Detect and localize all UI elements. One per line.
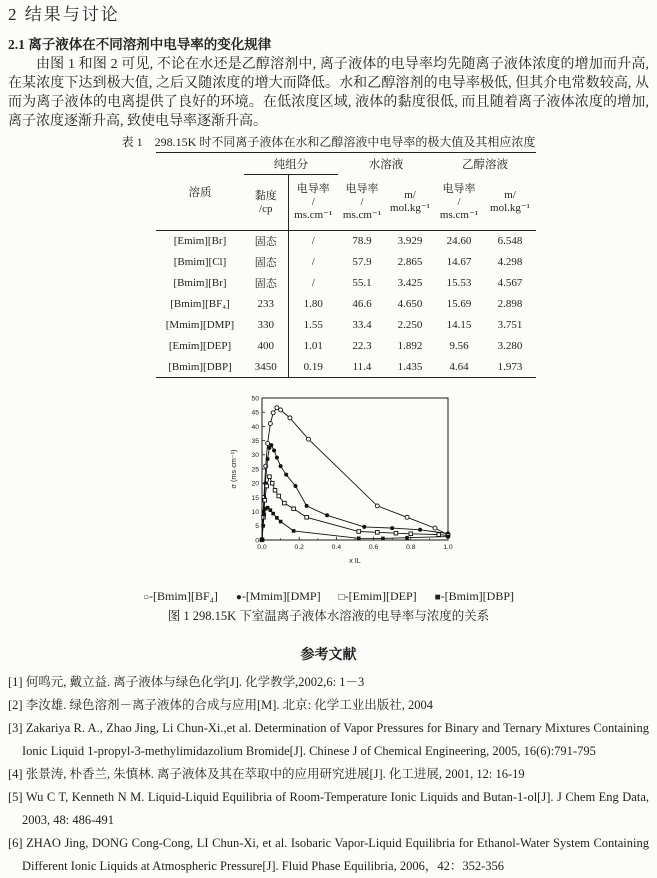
svg-text:σ (ms·cm⁻¹): σ (ms·cm⁻¹) xyxy=(229,449,238,489)
table-cell: 33.4 xyxy=(352,319,372,331)
table-cell: 24.60 xyxy=(446,235,472,248)
svg-text:45: 45 xyxy=(251,409,259,417)
svg-text:25: 25 xyxy=(251,466,259,474)
table-cell: [Mmim][DMP] xyxy=(165,319,235,331)
table-cell: 9.56 xyxy=(449,340,469,352)
table-cell: 78.9 xyxy=(352,235,372,248)
figure-1-chart xyxy=(226,390,461,579)
svg-text:0: 0 xyxy=(255,537,259,545)
table-cell: [Bmim][Br] xyxy=(173,277,227,289)
reference-item: [3] Zakariya R. A., Zhao Jing, Li Chun-Xi.,et al. Determination of Vapor Pressures for Binary and Ternary Mixtures Containing Ionic Liquid 1-propyl-3-methylimidazolium Bromide[J]. Chinese J of Chemical Engineering, 2005, 16(6):791-795 xyxy=(8,721,649,758)
table-cell: 4.650 xyxy=(397,298,423,310)
table-cell: 2.865 xyxy=(397,256,423,268)
svg-text:1.0: 1.0 xyxy=(443,544,453,551)
filled-square-marker-icon: ■ xyxy=(434,592,441,603)
table-cell: 14.15 xyxy=(446,319,472,331)
svg-text:x IL: x IL xyxy=(349,556,361,565)
table-cell: [Bmim][BF₄] xyxy=(170,298,230,310)
svg-text:0.8: 0.8 xyxy=(406,544,416,551)
table-row xyxy=(156,315,536,336)
table-cell: 固态 xyxy=(254,278,277,290)
table-cell: 3.929 xyxy=(397,235,423,248)
table-sub-header: 黏度 /cp xyxy=(244,175,288,231)
table-cell: 固态 xyxy=(254,236,277,249)
table-cell: [Emim][Br] xyxy=(173,235,227,248)
table-group-header: 水溶液 xyxy=(368,158,404,171)
table-sub-header: m/ mol.kg⁻¹ xyxy=(386,175,434,231)
references-list xyxy=(8,671,649,878)
open-square-marker-icon: □ xyxy=(338,592,345,603)
table-cell: [Bmim][DBP] xyxy=(156,357,244,378)
legend-item: ■-[Bmim][DBP] xyxy=(434,589,515,603)
table-cell: 400 xyxy=(257,340,274,352)
table-cell: 固态 xyxy=(254,257,277,269)
svg-text:30: 30 xyxy=(251,452,259,460)
table-cell: / xyxy=(288,231,338,252)
results-table xyxy=(156,152,536,378)
figure-caption: 图 1 298.15K 下室温离子液体水溶液的电导率与浓度的关系 xyxy=(167,609,490,623)
table-header xyxy=(156,153,536,231)
table-row xyxy=(156,252,536,273)
table-cell: 1.55 xyxy=(288,315,338,336)
section-heading: 2 结果与讨论 xyxy=(8,5,120,24)
filled-circle-marker-icon: ● xyxy=(235,592,242,603)
table-cell: 46.6 xyxy=(352,298,372,310)
table-sub-header: m/ mol.kg⁻¹ xyxy=(484,175,536,231)
table-cell: [Bmim][Cl] xyxy=(173,256,227,268)
svg-text:15: 15 xyxy=(251,494,259,502)
table-cell: 1.01 xyxy=(288,336,338,357)
open-circle-marker-icon: ○ xyxy=(142,592,150,603)
table-cell: 6.548 xyxy=(497,235,523,248)
reference-item: [1] 何鸣元, 戴立益. 离子液体与绿色化学[J]. 化学教学,2002,6: 1－3 xyxy=(8,675,365,689)
table-cell: 4.298 xyxy=(497,256,523,268)
table-cell: 3.751 xyxy=(497,319,523,331)
table-cell: 22.3 xyxy=(352,340,372,352)
svg-text:0.2: 0.2 xyxy=(294,544,304,551)
table-cell: 57.9 xyxy=(352,256,372,268)
legend-item: □-[Emim][DEP] xyxy=(338,589,417,603)
table-cell: / xyxy=(288,273,338,294)
table-cell: 3.280 xyxy=(497,340,523,352)
table-cell: 330 xyxy=(257,319,274,331)
svg-text:40: 40 xyxy=(251,423,259,431)
table-row xyxy=(156,294,536,315)
table-cell: 1.435 xyxy=(386,357,434,378)
body-paragraph: 由图 1 和图 2 可见, 不论在水还是乙醇溶剂中, 离子液体的电导率均先随离子液体浓度的增加而升高, 在某浓度下达到极大值, 之后又随浓度的增大而降低。水和乙醇溶剂的电导率极低, 但其介电常数较高, 从而为离子液体的电离提供了良好的环境。在低浓度区域, 液体的黏度很低, 而且随着离子液体浓度的增加, 离子浓度逐渐升高, 致使电导率逐渐升高。 xyxy=(8,57,649,129)
table-cell: 14.67 xyxy=(446,256,472,268)
svg-text:0.0: 0.0 xyxy=(257,544,267,551)
table-group-header: 纯组分 xyxy=(244,153,338,175)
reference-item: [6] ZHAO Jing, DONG Cong-Cong, LI Chun-Xi, et al. Isobaric Vapor-Liquid Equilibria for Ethanol-Water System Containing Different Ionic Liquids at Atmospheric Pressure[J]. Fluid Phase Equilibria, 2006，42：352-356 xyxy=(8,836,649,873)
svg-text:35: 35 xyxy=(251,438,259,445)
table-cell: 0.19 xyxy=(288,357,338,378)
table-cell: 15.69 xyxy=(446,298,472,310)
table-sub-header: 电导率 / ms.cm⁻¹ xyxy=(434,175,484,231)
reference-item: [4] 张景涛, 朴香兰, 朱慎林. 离子液体及其在萃取中的应用研究进展[J]. 化工进展, 2001, 12: 16-19 xyxy=(8,767,525,781)
subsection-heading: 2.1 离子液体在不同溶剂中电导率的变化规律 xyxy=(8,37,272,52)
table-cell: 1.892 xyxy=(397,340,423,352)
svg-text:5: 5 xyxy=(255,523,259,531)
table-cell: 4.64 xyxy=(434,357,484,378)
table-row xyxy=(156,273,536,294)
table-group-header: 溶质 xyxy=(156,153,244,231)
legend-item: ○-[Bmim][BF₄] xyxy=(142,589,218,603)
table-cell: 1.80 xyxy=(288,294,338,315)
table-body xyxy=(156,231,536,378)
table-cell: 3450 xyxy=(244,357,288,378)
table-cell: 4.567 xyxy=(497,277,523,289)
figure-legend xyxy=(8,588,649,606)
svg-text:0.6: 0.6 xyxy=(368,544,379,551)
table-cell: / xyxy=(288,252,338,273)
table-cell: 1.973 xyxy=(484,357,536,378)
table-row xyxy=(156,231,536,252)
table-cell: 2.898 xyxy=(497,298,523,310)
table-cell: 2.250 xyxy=(397,319,423,331)
table-cell: 55.1 xyxy=(352,277,372,289)
table-cell: 233 xyxy=(257,298,274,310)
reference-item: [5] Wu C T, Kenneth N M. Liquid-Liquid Equilibria of Room-Temperature Ionic Liquids and Butan-1-ol[J]. J Chem Eng Data, 2003, 48: 486-491 xyxy=(8,790,649,827)
table-cell: 15.53 xyxy=(446,277,472,289)
svg-text:10: 10 xyxy=(251,509,259,516)
table-row xyxy=(156,357,536,378)
table-group-header: 乙醇溶液 xyxy=(462,158,508,171)
table-sub-header: 电导率 / ms.cm⁻¹ xyxy=(288,175,338,231)
table-row xyxy=(156,336,536,357)
svg-text:20: 20 xyxy=(251,480,259,488)
table-caption: 表 1 298.15K 时不同离子液体在水和乙醇溶液中电导率的极大值及其相应浓度 xyxy=(121,135,536,149)
svg-text:50: 50 xyxy=(251,395,259,403)
reference-item: [2] 李汝雄. 绿色溶剂－离子液体的合成与应用[M]. 北京: 化学工业出版社, 2004 xyxy=(8,698,433,712)
table-cell: 11.4 xyxy=(338,357,386,378)
legend-item: ●-[Mmim][DMP] xyxy=(235,589,321,603)
svg-text:0.4: 0.4 xyxy=(331,544,342,551)
table-cell: 3.425 xyxy=(397,277,423,289)
table-sub-header: 电导率 / ms.cm⁻¹ xyxy=(338,175,386,231)
conductivity-chart-svg xyxy=(226,390,461,574)
references-heading: 参考文献 xyxy=(300,648,357,663)
table-cell: [Emim][DEP] xyxy=(168,340,232,352)
